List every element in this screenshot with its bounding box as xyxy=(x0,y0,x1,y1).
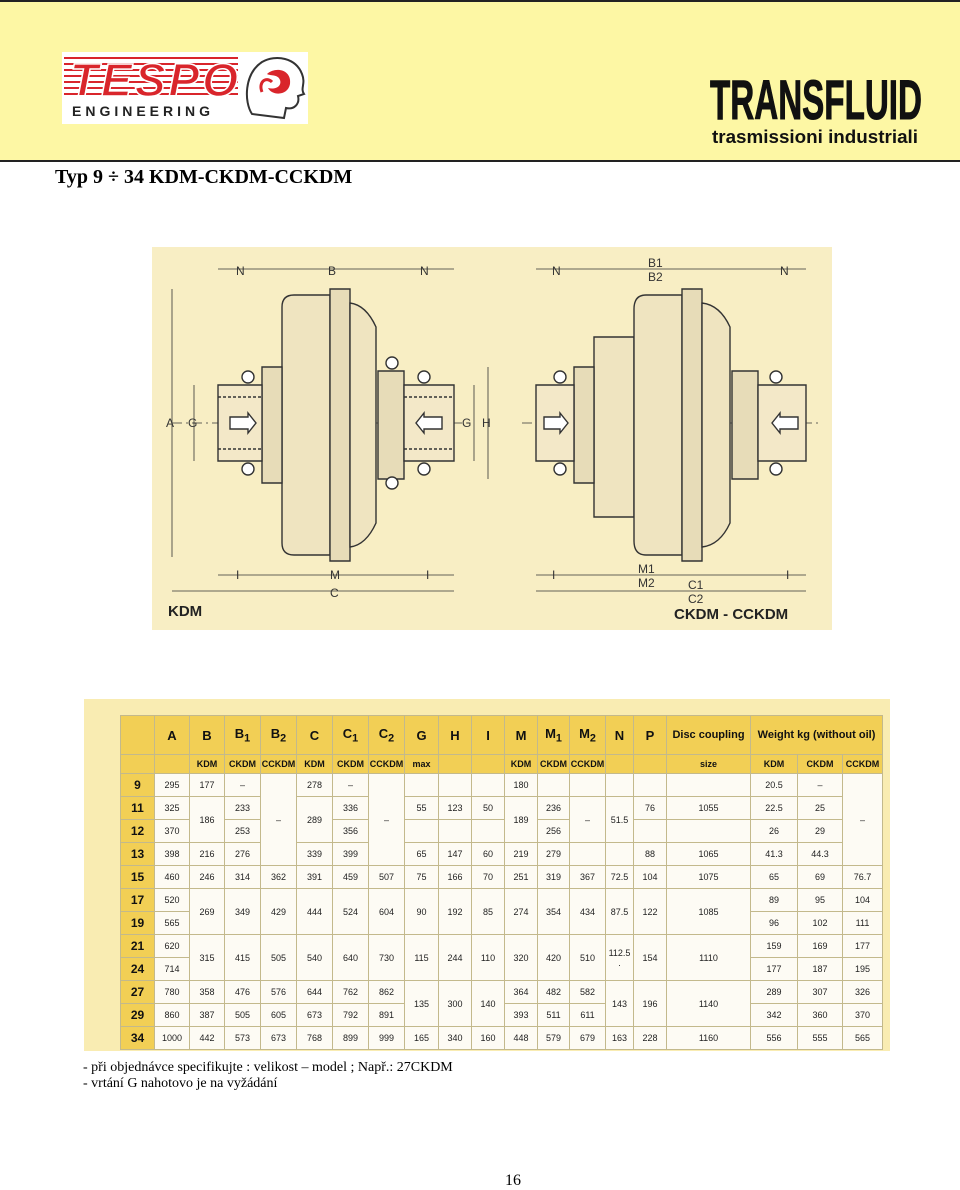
table-cell xyxy=(472,755,505,774)
table-cell: 320 xyxy=(505,935,538,981)
table-cell: 565 xyxy=(843,1027,883,1050)
table-cell: 507 xyxy=(369,866,405,889)
table-cell: 89 xyxy=(751,889,798,912)
table-cell: 51.5 xyxy=(606,797,634,843)
table-cell: 29 xyxy=(798,820,843,843)
table-cell: 673 xyxy=(261,1027,297,1050)
dim-label-g: G xyxy=(462,416,472,430)
table-row xyxy=(121,981,883,1004)
table-cell: 520 xyxy=(155,889,190,912)
table-cell: 555 xyxy=(798,1027,843,1050)
table-cell: $C_1$ xyxy=(333,716,369,755)
table-cell: 459 xyxy=(333,866,369,889)
table-cell xyxy=(606,755,634,774)
table-cell: 246 xyxy=(190,866,225,889)
table-cell: 899 xyxy=(333,1027,369,1050)
table-cell: 169 xyxy=(798,935,843,958)
table-cell xyxy=(667,820,751,843)
table-cell: 279 xyxy=(538,843,570,866)
tespo-brand: TESPO xyxy=(70,54,238,106)
table-cell: 295 xyxy=(155,774,190,797)
table-cell: 1055 xyxy=(667,797,751,820)
table-cell: 27 xyxy=(121,981,155,1004)
table-cell: 251 xyxy=(505,866,538,889)
table-cell: 253 xyxy=(225,820,261,843)
table-cell xyxy=(538,774,570,797)
dot-mark: . xyxy=(618,957,621,968)
dim-label-i: I xyxy=(426,568,430,582)
note-line: - při objednávce specifikujte : velikost – model ; Např.: 27CKDM xyxy=(83,1060,453,1075)
dim-label-i: I xyxy=(552,568,556,582)
table-cell: 342 xyxy=(751,1004,798,1027)
dim-label-b1: B1 xyxy=(648,256,663,270)
table-cell: 135 xyxy=(405,981,439,1027)
table-cell: 65 xyxy=(751,866,798,889)
table-cell: – xyxy=(333,774,369,797)
table-cell: 55 xyxy=(405,797,439,820)
disc-coupling-header: Disc coupling xyxy=(667,716,751,755)
table-cell: 339 xyxy=(297,843,333,866)
table-cell: 41.3 xyxy=(751,843,798,866)
table-cell: 17 xyxy=(121,889,155,912)
table-cell: 154 xyxy=(634,935,667,981)
table-cell: 233 xyxy=(225,797,261,820)
table-cell: G xyxy=(405,716,439,755)
dim-label-m1: M1 xyxy=(638,562,655,576)
table-cell xyxy=(472,774,505,797)
table-cell: A xyxy=(155,716,190,755)
table-cell: 26 xyxy=(751,820,798,843)
table-cell: 289 xyxy=(297,797,333,843)
table-cell: 244 xyxy=(439,935,472,981)
table-cell: C xyxy=(297,716,333,755)
table-cell: 360 xyxy=(798,1004,843,1027)
table-cell: 50 xyxy=(472,797,505,820)
tespo-logo xyxy=(62,52,308,124)
table-cell: 448 xyxy=(505,1027,538,1050)
dim-label-c1: C1 xyxy=(688,578,704,592)
table-cell: 21 xyxy=(121,935,155,958)
table-cell: KDM xyxy=(751,755,798,774)
table-row xyxy=(121,1027,883,1050)
table-cell: 192 xyxy=(439,889,472,935)
table-cell: – xyxy=(261,774,297,866)
table-cell: 319 xyxy=(538,866,570,889)
table-cell: 195 xyxy=(843,958,883,981)
table-cell: 11 xyxy=(121,797,155,820)
table-cell: 236 xyxy=(538,797,570,820)
tespo-subtitle: ENGINEERING xyxy=(72,103,215,119)
table-cell: 177 xyxy=(190,774,225,797)
dim-label-n: N xyxy=(236,264,245,278)
table-cell: 387 xyxy=(190,1004,225,1027)
table-cell xyxy=(570,843,606,866)
table-cell: 415 xyxy=(225,935,261,981)
transfluid-logo xyxy=(708,57,926,147)
table-subheader-row xyxy=(121,755,883,774)
table-cell: 1140 xyxy=(667,981,751,1027)
table-cell: 511 xyxy=(538,1004,570,1027)
transfluid-subtitle: trasmissioni industriali xyxy=(712,127,918,147)
table-cell: 336 xyxy=(333,797,369,820)
table-cell: N xyxy=(606,716,634,755)
table-cell: 76 xyxy=(634,797,667,820)
table-cell: 429 xyxy=(261,889,297,935)
table-cell: 891 xyxy=(369,1004,405,1027)
table-cell: – xyxy=(798,774,843,797)
table-cell: 69 xyxy=(798,866,843,889)
table-cell: 364 xyxy=(505,981,538,1004)
table-cell: 391 xyxy=(297,866,333,889)
table-cell: 399 xyxy=(333,843,369,866)
table-cell: 196 xyxy=(634,981,667,1027)
dim-label-b: B xyxy=(328,264,337,278)
table-cell: 276 xyxy=(225,843,261,866)
table-cell: 25 xyxy=(798,797,843,820)
table-cell: 110 xyxy=(472,935,505,981)
table-cell: 189 xyxy=(505,797,538,843)
table-cell: $M_2$ xyxy=(570,716,606,755)
weight-header: Weight kg (without oil) xyxy=(751,716,883,755)
table-cell: 85 xyxy=(472,889,505,935)
table-cell: 393 xyxy=(505,1004,538,1027)
table-cell: KDM xyxy=(190,755,225,774)
dim-label-i: I xyxy=(236,568,240,582)
dim-label-a: A xyxy=(166,416,175,430)
table-cell: $B_2$ xyxy=(261,716,297,755)
table-cell: size xyxy=(667,755,751,774)
dim-label-n: N xyxy=(420,264,429,278)
table-cell xyxy=(439,774,472,797)
table-cell xyxy=(439,820,472,843)
table-cell: M xyxy=(505,716,538,755)
spec-table xyxy=(120,715,883,1050)
table-cell xyxy=(155,755,190,774)
table-cell xyxy=(472,820,505,843)
table-cell xyxy=(634,820,667,843)
page-number: 16 xyxy=(505,1172,521,1189)
table-cell xyxy=(606,774,634,797)
table-cell: 573 xyxy=(225,1027,261,1050)
table-cell: CKDM xyxy=(538,755,570,774)
table-cell: 186 xyxy=(190,797,225,843)
table-cell: – xyxy=(225,774,261,797)
table-cell: 505 xyxy=(225,1004,261,1027)
table-cell: 762 xyxy=(333,981,369,1004)
table-cell: 111 xyxy=(843,912,883,935)
table-cell: 325 xyxy=(155,797,190,820)
coupling-drawing xyxy=(152,247,832,630)
table-cell: 640 xyxy=(333,935,369,981)
table-cell: 1000 xyxy=(155,1027,190,1050)
table-cell: 228 xyxy=(634,1027,667,1050)
table-cell: CCKDM xyxy=(843,755,883,774)
table-cell: $C_2$ xyxy=(369,716,405,755)
table-cell: 605 xyxy=(261,1004,297,1027)
table-cell: 143 xyxy=(606,981,634,1027)
table-cell: 219 xyxy=(505,843,538,866)
table-cell: 326 xyxy=(843,981,883,1004)
table-cell: 29 xyxy=(121,1004,155,1027)
table-cell: CCKDM xyxy=(261,755,297,774)
table-cell: 96 xyxy=(751,912,798,935)
table-cell: 180 xyxy=(505,774,538,797)
note-line: - vrtání G nahotovo je na vyžádání xyxy=(83,1076,278,1091)
table-cell: 714 xyxy=(155,958,190,981)
table-cell: 147 xyxy=(439,843,472,866)
table-cell: 420 xyxy=(538,935,570,981)
table-cell: 679 xyxy=(570,1027,606,1050)
table-cell: 76.7 xyxy=(843,866,883,889)
spec-table-panel xyxy=(84,699,890,1051)
table-cell: 44.3 xyxy=(798,843,843,866)
table-cell: 367 xyxy=(570,866,606,889)
table-cell: 307 xyxy=(798,981,843,1004)
table-row xyxy=(121,889,883,912)
table-cell: 104 xyxy=(634,866,667,889)
table-cell: 862 xyxy=(369,981,405,1004)
table-cell: 644 xyxy=(297,981,333,1004)
table-cell: 524 xyxy=(333,889,369,935)
table-cell: CCKDM xyxy=(369,755,405,774)
table-cell: 159 xyxy=(751,935,798,958)
table-cell xyxy=(405,774,439,797)
page-title: Typ 9 ÷ 34 KDM-CKDM-CCKDM xyxy=(55,166,353,188)
table-cell: 269 xyxy=(190,889,225,935)
table-row xyxy=(121,935,883,958)
table-row xyxy=(121,866,883,889)
table-cell: 673 xyxy=(297,1004,333,1027)
table-row xyxy=(121,820,883,843)
table-cell: 999 xyxy=(369,1027,405,1050)
table-cell: 72.5 xyxy=(606,866,634,889)
table-cell: 1065 xyxy=(667,843,751,866)
table-cell: 24 xyxy=(121,958,155,981)
table-cell: 370 xyxy=(843,1004,883,1027)
table-cell: 460 xyxy=(155,866,190,889)
dim-label-i: I xyxy=(786,568,790,582)
table-cell: 1085 xyxy=(667,889,751,935)
table-cell: 87.5 xyxy=(606,889,634,935)
table-cell: 102 xyxy=(798,912,843,935)
table-cell: 565 xyxy=(155,912,190,935)
table-cell: H xyxy=(439,716,472,755)
table-cell: 90 xyxy=(405,889,439,935)
table-cell: CKDM xyxy=(333,755,369,774)
table-cell: CKDM xyxy=(225,755,261,774)
table-cell: 274 xyxy=(505,889,538,935)
table-cell: $M_1$ xyxy=(538,716,570,755)
table-cell: 604 xyxy=(369,889,405,935)
table-cell: 315 xyxy=(190,935,225,981)
table-cell: 95 xyxy=(798,889,843,912)
table-cell: 160 xyxy=(472,1027,505,1050)
table-cell: 476 xyxy=(225,981,261,1004)
table-cell: – xyxy=(843,774,883,866)
table-cell: 576 xyxy=(261,981,297,1004)
table-cell: 860 xyxy=(155,1004,190,1027)
table-cell: 9 xyxy=(121,774,155,797)
table-cell: KDM xyxy=(505,755,538,774)
table-cell: 358 xyxy=(190,981,225,1004)
table-cell: P xyxy=(634,716,667,755)
dim-label-b2: B2 xyxy=(648,270,663,284)
dim-label-c2: C2 xyxy=(688,592,704,606)
table-cell: 620 xyxy=(155,935,190,958)
dim-label-n: N xyxy=(552,264,561,278)
table-cell: 1160 xyxy=(667,1027,751,1050)
table-cell: 177 xyxy=(751,958,798,981)
table-cell xyxy=(606,843,634,866)
table-cell xyxy=(121,755,155,774)
table-cell: 177 xyxy=(843,935,883,958)
table-cell: 792 xyxy=(333,1004,369,1027)
dim-label-m2: M2 xyxy=(638,576,655,590)
table-cell: 104 xyxy=(843,889,883,912)
table-cell: – xyxy=(369,774,405,866)
table-cell: 289 xyxy=(751,981,798,1004)
table-cell: 730 xyxy=(369,935,405,981)
table-cell: 75 xyxy=(405,866,439,889)
ckdm-cckdm-label: CKDM - CCKDM xyxy=(674,606,789,623)
table-cell xyxy=(570,774,606,797)
table-cell: 362 xyxy=(261,866,297,889)
dim-label-c: C xyxy=(330,586,339,600)
table-row xyxy=(121,774,883,797)
table-cell: 354 xyxy=(538,889,570,935)
table-row xyxy=(121,843,883,866)
table-cell: 163 xyxy=(606,1027,634,1050)
table-cell: 140 xyxy=(472,981,505,1027)
table-cell: 611 xyxy=(570,1004,606,1027)
page-header xyxy=(0,0,960,162)
table-cell: 370 xyxy=(155,820,190,843)
transfluid-brand: TRANSFLUID xyxy=(710,68,922,131)
table-cell: 165 xyxy=(405,1027,439,1050)
table-cell: 256 xyxy=(538,820,570,843)
table-cell: 1075 xyxy=(667,866,751,889)
table-cell: 314 xyxy=(225,866,261,889)
dim-label-m: M xyxy=(330,568,340,582)
table-cell: 34 xyxy=(121,1027,155,1050)
table-cell: 15 xyxy=(121,866,155,889)
table-cell: 19 xyxy=(121,912,155,935)
table-cell: 340 xyxy=(439,1027,472,1050)
table-cell: 444 xyxy=(297,889,333,935)
table-cell: 20.5 xyxy=(751,774,798,797)
table-cell: CCKDM xyxy=(570,755,606,774)
table-header-row xyxy=(121,716,883,755)
table-cell: 768 xyxy=(297,1027,333,1050)
table-cell: 12 xyxy=(121,820,155,843)
table-cell: 398 xyxy=(155,843,190,866)
dim-label-h: H xyxy=(482,416,491,430)
table-cell xyxy=(634,774,667,797)
table-cell: 22.5 xyxy=(751,797,798,820)
table-cell xyxy=(439,755,472,774)
table-cell: 510 xyxy=(570,935,606,981)
table-cell: 13 xyxy=(121,843,155,866)
table-cell xyxy=(634,755,667,774)
table-cell: 356 xyxy=(333,820,369,843)
dim-label-n: N xyxy=(780,264,789,278)
table-cell: 442 xyxy=(190,1027,225,1050)
kdm-label: KDM xyxy=(168,603,203,620)
table-cell: 60 xyxy=(472,843,505,866)
table-cell xyxy=(667,774,751,797)
table-cell: 482 xyxy=(538,981,570,1004)
table-cell xyxy=(405,820,439,843)
table-cell: 434 xyxy=(570,889,606,935)
table-cell: 278 xyxy=(297,774,333,797)
table-cell: 1110 xyxy=(667,935,751,981)
dim-label-g: G xyxy=(188,416,198,430)
table-cell: 115 xyxy=(405,935,439,981)
table-cell: 122 xyxy=(634,889,667,935)
table-cell: I xyxy=(472,716,505,755)
table-cell: 70 xyxy=(472,866,505,889)
table-cell: 187 xyxy=(798,958,843,981)
table-cell: 556 xyxy=(751,1027,798,1050)
table-row xyxy=(121,797,883,820)
table-cell: B xyxy=(190,716,225,755)
table-cell: 112.5 . xyxy=(606,935,634,981)
table-cell: 579 xyxy=(538,1027,570,1050)
table-cell: KDM xyxy=(297,755,333,774)
table-cell: 300 xyxy=(439,981,472,1027)
table-cell: – xyxy=(570,797,606,843)
table-cell: CKDM xyxy=(798,755,843,774)
table-cell: 540 xyxy=(297,935,333,981)
table-cell: $B_1$ xyxy=(225,716,261,755)
table-cell: 505 xyxy=(261,935,297,981)
table-cell: max xyxy=(405,755,439,774)
table-cell: 582 xyxy=(570,981,606,1004)
table-cell: 88 xyxy=(634,843,667,866)
table-cell: 123 xyxy=(439,797,472,820)
table-cell: 780 xyxy=(155,981,190,1004)
header-corner xyxy=(121,716,155,755)
order-notes xyxy=(83,1060,453,1092)
table-cell: 349 xyxy=(225,889,261,935)
table-cell: 65 xyxy=(405,843,439,866)
table-cell: 216 xyxy=(190,843,225,866)
table-cell: 166 xyxy=(439,866,472,889)
